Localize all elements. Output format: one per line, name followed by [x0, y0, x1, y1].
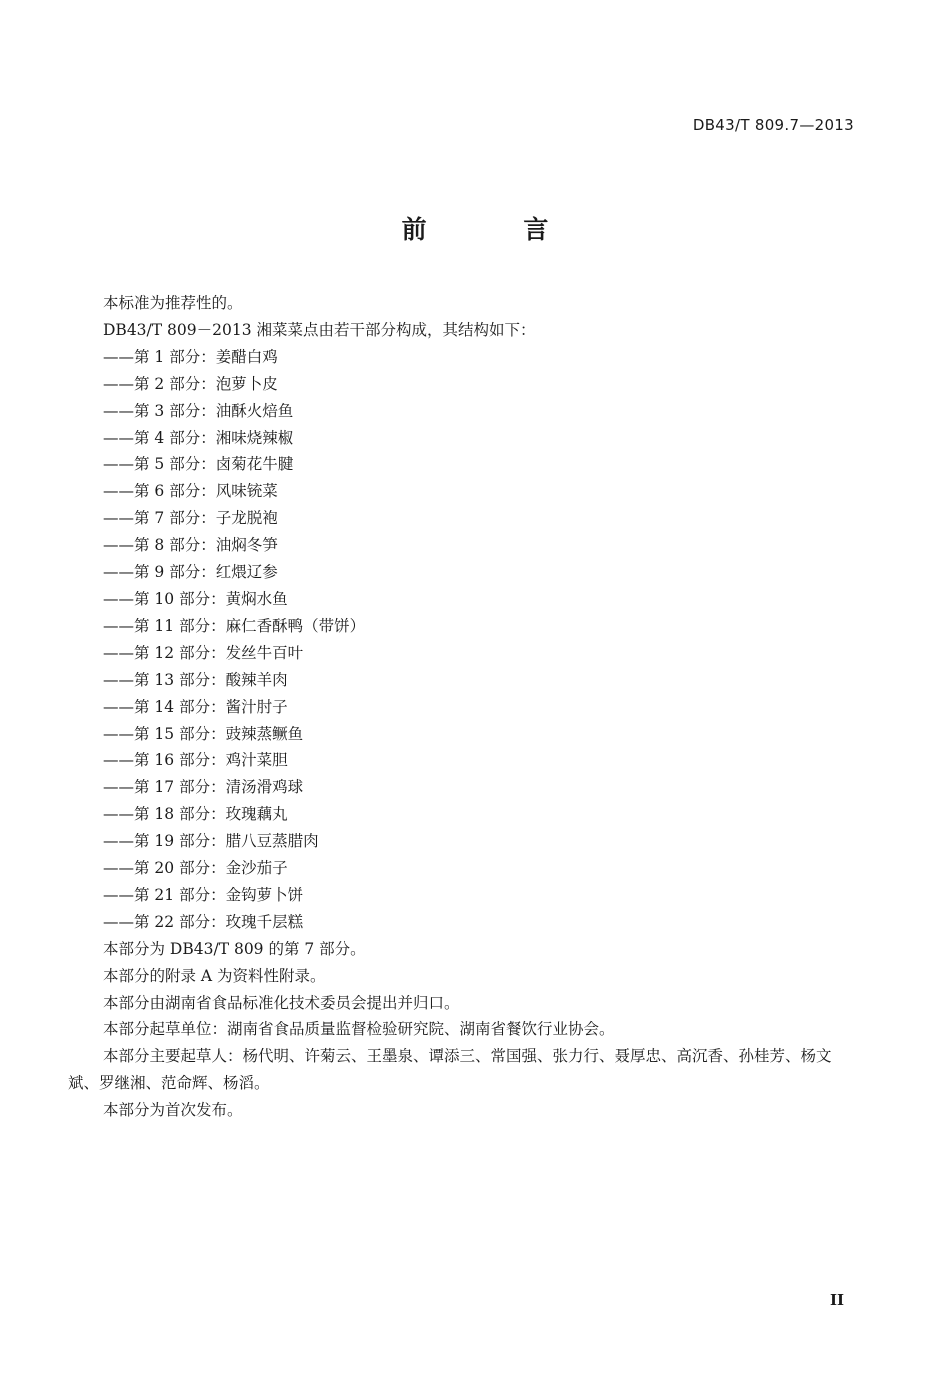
- list-item: ——第 18 部分：玫瑰藕丸: [103, 805, 288, 824]
- paragraph-drafting-units: 本部分起草单位：湖南省食品质量监督检验研究院、湖南省餐饮行业协会。: [103, 1020, 615, 1039]
- list-item: ——第 2 部分：泡萝卜皮: [103, 374, 278, 393]
- paragraph-part-number: 本部分为 DB43/T 809 的第 7 部分。: [103, 939, 366, 958]
- parts-list: [68, 344, 860, 936]
- list-item: ——第 12 部分：发丝牛百叶: [103, 643, 304, 662]
- standard-code: DB43/T 809.7—2013: [692, 116, 854, 134]
- list-item: ——第 10 部分：黄焖水鱼: [103, 589, 288, 608]
- paragraph-proposer: 本部分由湖南省食品标准化技术委员会提出并归口。: [103, 993, 460, 1012]
- page-number: II: [829, 1291, 844, 1309]
- list-item: ——第 7 部分：子龙脱袍: [103, 509, 278, 528]
- list-item: ——第 19 部分：腊八豆蒸腊肉: [103, 832, 319, 851]
- list-item: ——第 8 部分：油焖冬笋: [103, 536, 278, 555]
- list-item: ——第 21 部分：金钩萝卜饼: [103, 885, 304, 904]
- list-item: ——第 4 部分：湘味烧辣椒: [103, 428, 294, 447]
- foreword-body: [68, 290, 860, 1124]
- paragraph-recommended: 本标准为推荐性的。: [103, 294, 243, 312]
- paragraph-annex: 本部分的附录 A 为资料性附录。: [103, 966, 326, 985]
- list-item: ——第 5 部分：卤菊花牛腱: [103, 455, 294, 474]
- list-item: ——第 11 部分：麻仁香酥鸭（带饼）: [103, 616, 366, 635]
- list-item: ——第 13 部分：酸辣羊肉: [103, 670, 288, 689]
- list-item: ——第 1 部分：姜醋白鸡: [103, 347, 278, 366]
- list-item: ——第 16 部分：鸡汁菜胆: [103, 751, 288, 770]
- paragraph-drafters: 本部分主要起草人：杨代明、许菊云、王墨泉、谭添三、常国强、张力行、聂厚忠、高沉香、孙桂芳、杨文斌、罗继湘、范命辉、杨滔。: [68, 1047, 832, 1093]
- list-item: ——第 17 部分：清汤滑鸡球: [103, 778, 304, 797]
- list-item: ——第 9 部分：红煨辽参: [103, 563, 278, 582]
- list-item: ——第 20 部分：金沙茄子: [103, 859, 288, 878]
- list-item: ——第 22 部分：玫瑰千层糕: [103, 912, 304, 931]
- list-item: ——第 3 部分：油酥火焙鱼: [103, 401, 294, 420]
- paragraph-first-release: 本部分为首次发布。: [103, 1101, 243, 1120]
- list-item: ——第 15 部分：豉辣蒸鳜鱼: [103, 724, 304, 743]
- paragraph-structure: DB43/T 809－2013 湘菜菜点由若干部分构成，其结构如下：: [103, 320, 536, 339]
- list-item: ——第 14 部分：酱汁肘子: [103, 697, 288, 716]
- page-title: 前 言: [401, 215, 593, 244]
- list-item: ——第 6 部分：风味铳菜: [103, 482, 278, 501]
